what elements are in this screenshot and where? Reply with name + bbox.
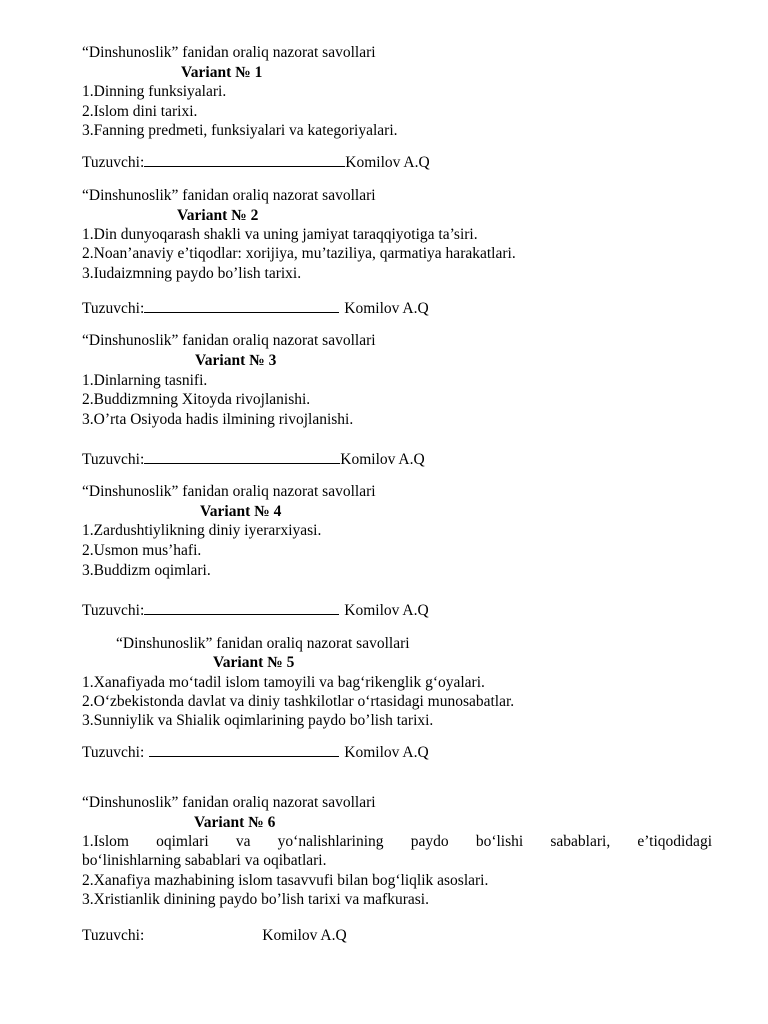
variant-3-author-line <box>82 449 425 470</box>
variant-2-question-3: 3.Iudaizmning paydo bo’lish tarixi. <box>82 265 302 282</box>
author-name: Komilov A.Q <box>340 451 425 468</box>
variant-4-question-1: 1.Zardushtiylikning diniy iyerarxiyasi. <box>82 522 322 539</box>
variant-3-question-3: 3.O’rta Osiyoda hadis ilmining rivojlanishi. <box>82 411 354 428</box>
variant-3-question-2: 2.Buddizmning Xitoyda rivojlanishi. <box>82 391 311 408</box>
author-label: Tuzuvchi: <box>82 744 145 761</box>
author-name: Komilov A.Q <box>344 300 429 317</box>
variant-1-question-3: 3.Fanning predmeti, funksiyalari va kategoriyalari. <box>82 122 398 139</box>
variant-1-question-2: 2.Islom dini tarixi. <box>82 103 198 120</box>
variant-5-question-1: 1.Xanafiyada mo‘tadil islom tamoyili va bag‘rikenglik g‘oyalari. <box>82 674 485 691</box>
variant-6-question-1-continued: bo‘linishlarning sabablari va oqibatlari. <box>82 852 327 869</box>
variant-3-question-1: 1.Dinlarning tasnifi. <box>82 372 208 389</box>
author-name: Komilov A.Q <box>262 927 347 944</box>
variant-4-question-3: 3.Buddizm oqimlari. <box>82 562 211 579</box>
author-label: Tuzuvchi: <box>82 927 145 944</box>
signature-line <box>144 298 339 313</box>
variant-5-author-line <box>82 742 429 763</box>
variant-2-author-line <box>82 298 429 319</box>
variant-1-heading: Variant № 1 <box>181 64 263 81</box>
variant-1-title: “Dinshunoslik” fanidan oraliq nazorat savollari <box>82 44 376 61</box>
variant-5-question-2: 2.O‘zbekistonda davlat va diniy tashkilotlar o‘rtasidagi munosabatlar. <box>82 693 515 710</box>
author-label: Tuzuvchi: <box>82 154 145 171</box>
author-name: Komilov A.Q <box>345 154 430 171</box>
variant-6-title: “Dinshunoslik” fanidan oraliq nazorat savollari <box>82 794 376 811</box>
author-label: Tuzuvchi: <box>82 300 145 317</box>
variant-3-heading: Variant № 3 <box>195 352 277 369</box>
signature-line <box>144 600 339 615</box>
variant-2-heading: Variant № 2 <box>177 207 259 224</box>
variant-6-question-3: 3.Xristianlik dinining paydo bo’lish tarixi va mafkurasi. <box>82 891 429 908</box>
variant-4-heading: Variant № 4 <box>200 503 282 520</box>
variant-4-title: “Dinshunoslik” fanidan oraliq nazorat savollari <box>82 483 376 500</box>
variant-5-title: “Dinshunoslik” fanidan oraliq nazorat savollari <box>116 635 410 652</box>
variant-2-question-1: 1.Din dunyoqarash shakli va uning jamiyat taraqqiyotiga ta’siri. <box>82 226 478 243</box>
variant-5-question-3: 3.Sunniylik va Shialik oqimlarining paydo bo’lish tarixi. <box>82 712 434 729</box>
variant-6-question-2: 2.Xanafiya mazhabining islom tasavvufi bilan bog‘liqlik asoslari. <box>82 872 489 889</box>
variant-6-author-line <box>82 926 347 946</box>
variant-2-question-2: 2.Noan’anaviy e’tiqodlar: xorijiya, mu’taziliya, qarmatiya harakatlari. <box>82 245 516 262</box>
variant-1-author-line <box>82 152 430 173</box>
author-name: Komilov A.Q <box>344 602 429 619</box>
author-label: Tuzuvchi: <box>82 602 145 619</box>
variant-4-author-line <box>82 600 429 621</box>
signature-line <box>144 449 340 464</box>
signature-line <box>149 742 339 757</box>
signature-line <box>144 152 345 167</box>
author-label: Tuzuvchi: <box>82 451 145 468</box>
variant-6-heading: Variant № 6 <box>194 814 276 831</box>
variant-4-question-2: 2.Usmon mus’hafi. <box>82 542 202 559</box>
variant-5-heading: Variant № 5 <box>213 654 295 671</box>
author-name: Komilov A.Q <box>344 744 429 761</box>
variant-2-title: “Dinshunoslik” fanidan oraliq nazorat savollari <box>82 187 376 204</box>
variant-3-title: “Dinshunoslik” fanidan oraliq nazorat savollari <box>82 332 376 349</box>
variant-6-question-1: 1.Islom oqimlari va yo‘nalishlarining paydo bo‘lishi sabablari, e’tiqodidagi <box>82 833 712 850</box>
variant-1-question-1: 1.Dinning funksiyalari. <box>82 83 227 100</box>
